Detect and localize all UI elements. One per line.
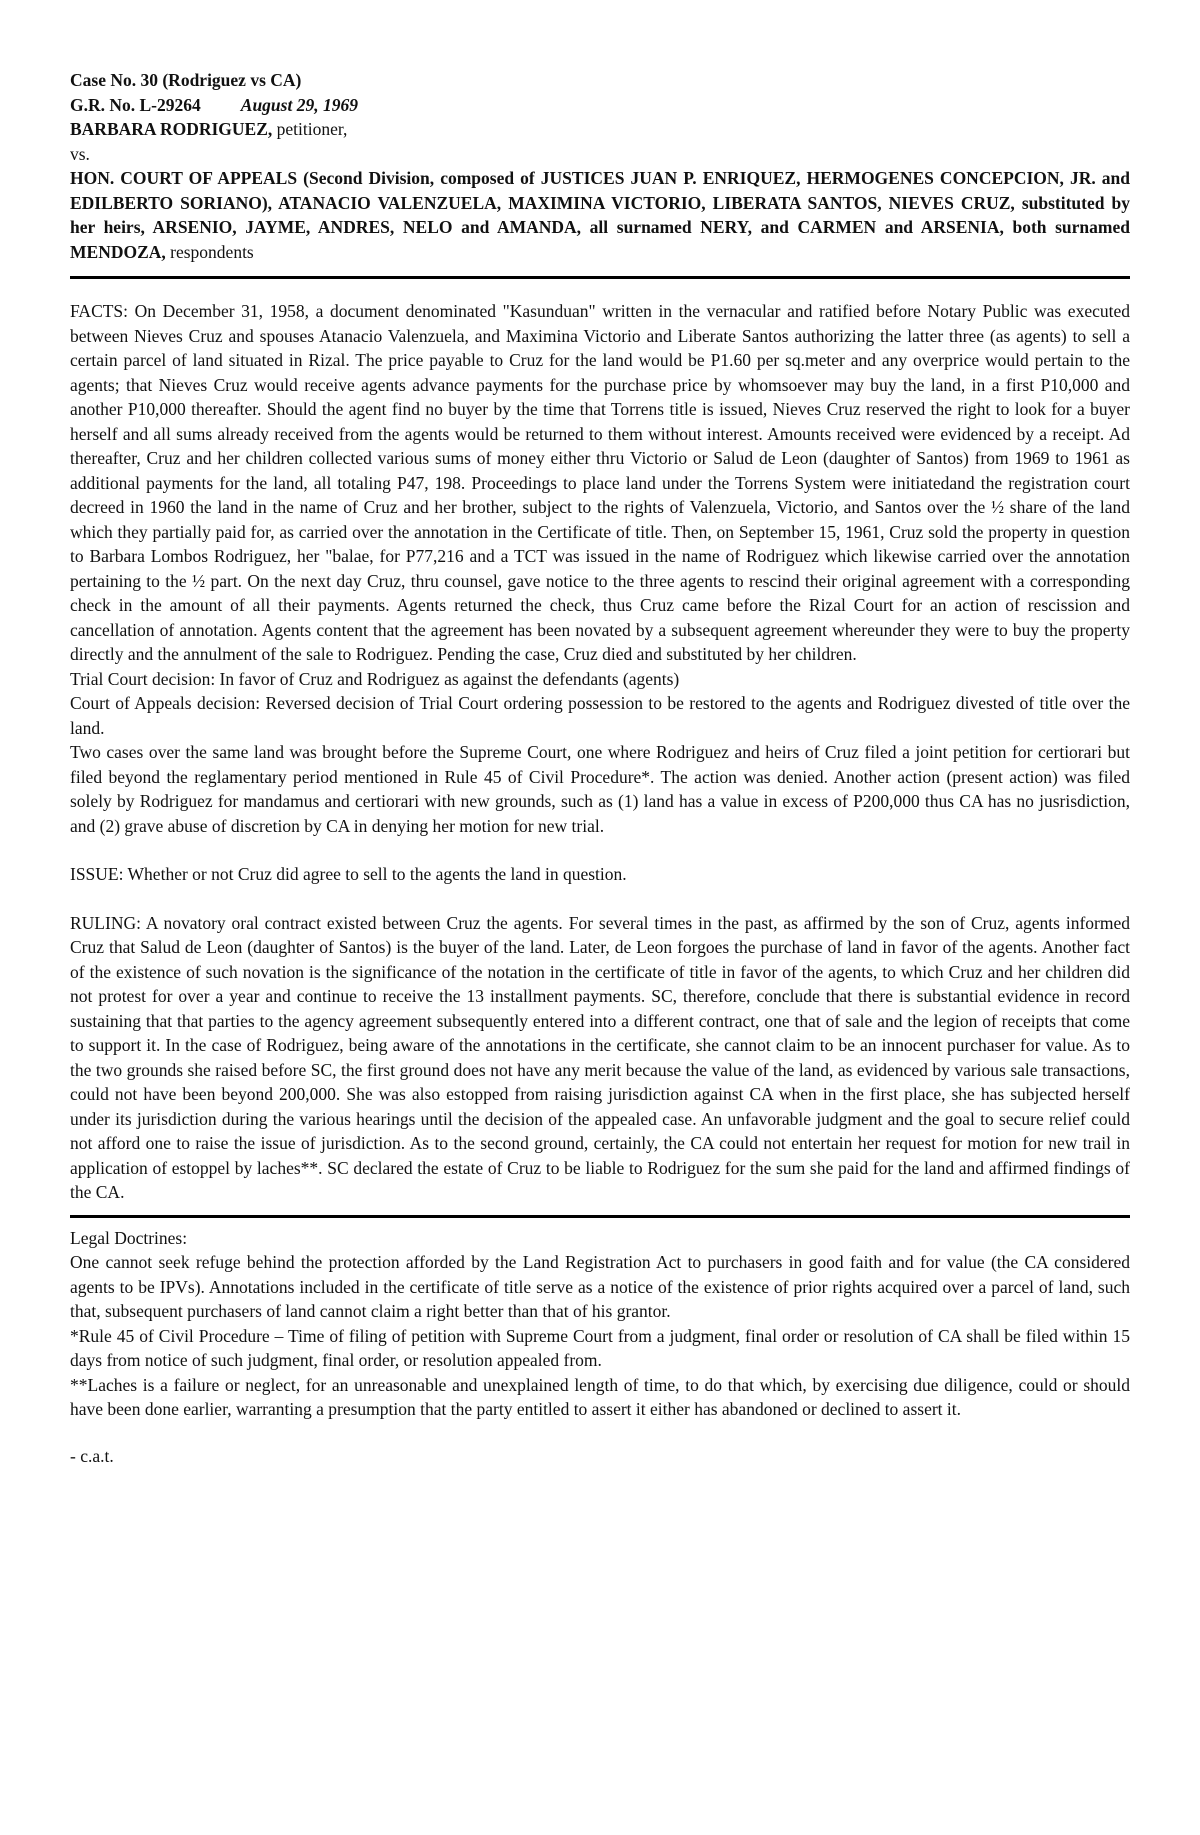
petitioner-line [70, 117, 1130, 142]
legal-doctrines [70, 1226, 1130, 1422]
facts-paragraph: FACTS: On December 31, 1958, a document denominated "Kasunduan" written in the vernacular and ratified before Notary Public was executed between Nieves Cruz and spouses Atanacio Valenzuela, and Maximina Victorio and Liberate Santos authorizing the latter three (as agents) to sell a certain parcel of land situated in Rizal. The price payable to Cruz for the land would be P1.60 per sq.meter and any overprice would pertain to the agents; that Nieves Cruz would receive agents advance payments for the purchase price by whomsoever may buy the land, in a first P10,000 and another P10,000 thereafter. Should the agent find no buyer by the time that Torrens title is issued, Nieves Cruz reserved the right to look for a buyer herself and all sums already received from the agents would be returned to them without interest. Amounts received were evidenced by a receipt. Ad thereafter, Cruz and her children collected various sums of money either thru Victorio or Salud de Leon (daughter of Santos) from 1969 to 1961 as additional payments for the land, all totaling P47, 198. Proceedings to place land under the Torrens System were initiatedand the registration court decreed in 1960 the land in the name of Cruz and her brother, subject to the rights of Valenzuela, Victorio, and Santos over the ½ share of the land which they partially paid for, as carried over the annotation in the Certificate of title. Then, on September 15, 1961, Cruz sold the property in question to Barbara Lombos Rodriguez, her "balae, for P77,216 and a TCT was issued in the name of Rodriguez which likewise carried over the annotation pertaining to the ½ part. On the next day Cruz, thru counsel, gave notice to the three agents to rescind their original agreement with a corresponding check in the amount of all their payments. Agents returned the check, thus Cruz came before the Rizal Court for an action of rescission and cancellation of annotation. Agents content that the agreement has been novated by a subsequent agreement whereunder they were to buy the property directly and the annulment of the sale to Rodriguez. Pending the case, Cruz died and substituted by her children. [70, 301, 1130, 664]
case-header [70, 68, 1130, 264]
author-signoff: - c.a.t. [70, 1445, 114, 1466]
respondents-names: HON. COURT OF APPEALS (Second Division, composed of JUSTICES JUAN P. ENRIQUEZ, HERMOGENES CONCEPCION, JR. and EDILBERTO SORIANO), ATANACIO VALENZUELA, MAXIMINA VICTORIO, LIBERATA SANTOS, NIEVES CRUZ, substituted by her heirs, ARSENIO, JAYME, ANDRES, NELO and AMANDA, all surnamed NERY, and CARMEN and ARSENIA, both surnamed MENDOZA, [70, 168, 1130, 262]
petitioner-role: petitioner, [272, 119, 348, 139]
case-body [70, 299, 1130, 1205]
ruling-paragraph: RULING: A novatory oral contract existed between Cruz the agents. For several times in the past, as affirmed by the son of Cruz, agents informed Cruz that Salud de Leon (daughter of Santos) is the buyer of the land. Later, de Leon forgoes the purchase of land in favor of the agents. Another fact of the existence of such novation is the significance of the notation in the certificate of title in favor of the agents, to which Cruz and her children did not protest for over a year and continue to receive the 13 installment payments. SC, therefore, conclude that there is substantial evidence in record sustaining that that parties to the agency agreement subsequently entered into a different contract, one that of sale and the legion of receipts that come to support it. In the case of Rodriguez, being aware of the annotations in the certificate, she cannot claim to be an innocent purchaser for value. As to the two grounds she raised before SC, the first ground does not have any merit because the value of the land, as evidenced by various sale transactions, could not have been beyond 200,000. She was also estopped from raising jurisdiction against CA when in the first place, she has subjected herself under its jurisdiction during the various hearings until the decision of the appealed case. An unfavorable judgment and the goal to secure relief could not afford one to raise the issue of jurisdiction. As to the second ground, certainly, the CA could not entertain her request for motion for new trail in application of estoppel by laches**. SC declared the estate of Cruz to be liable to Rodriguez for the sum she paid for the land and affirmed findings of the CA. [70, 912, 1130, 1202]
header-divider [70, 276, 1130, 279]
footnote-laches: **Laches is a failure or neglect, for an unreasonable and unexplained length of time, to do that which, by exercising due diligence, could or should have been done earlier, warranting a presumption that the party entitled to assert it either has abandoned or declined to assert it. [70, 1374, 1130, 1419]
trial-court-decision: Trial Court decision: In favor of Cruz and Rodriguez as against the defendants (agents) [70, 668, 680, 689]
gr-number: G.R. No. L-29264 [70, 94, 201, 115]
case-number: Case No. 30 (Rodriguez vs CA) [70, 70, 302, 90]
doctrines-heading: Legal Doctrines: [70, 1227, 188, 1248]
gr-number-row [70, 93, 1130, 118]
respondents-role: respondents [165, 241, 254, 262]
petitioner-name: BARBARA RODRIGUEZ, [70, 119, 273, 139]
issue-paragraph: ISSUE: Whether or not Cruz did agree to sell to the agents the land in question. [70, 864, 627, 884]
versus: vs. [70, 143, 90, 164]
decision-date: August 29, 1969 [240, 94, 358, 115]
footnote-rule-45: *Rule 45 of Civil Procedure – Time of filing of petition with Supreme Court from a judgment, final order or resolution of CA shall be filed within 15 days from notice of such judgment, final order, or resolution appealed from. [70, 1325, 1130, 1370]
doctrines-divider [70, 1215, 1130, 1218]
court-of-appeals-decision: Court of Appeals decision: Reversed decision of Trial Court ordering possession to be restored to the agents and Rodriguez divested of title over the land. [70, 693, 1130, 738]
respondents-line [70, 166, 1130, 264]
doctrine-paragraph: One cannot seek refuge behind the protection afforded by the Land Registration Act to purchasers in good faith and for value (the CA considered agents to be IPVs). Annotations included in the certificate of title serve as a notice of the existence of prior rights acquired over a parcel of land, such that, subsequent purchasers of land cannot claim a right better than that of his grantor. [70, 1252, 1130, 1321]
supreme-court-cases-paragraph: Two cases over the same land was brought before the Supreme Court, one where Rodriguez and heirs of Cruz filed a joint petition for certiorari but filed beyond the reglamentary period mentioned in Rule 45 of Civil Procedure*. The action was denied. Another action (present action) was filed solely by Rodriguez for mandamus and certiorari with new grounds, such as (1) land has a value in excess of P200,000 thus CA has no jusrisdiction, and (2) grave abuse of discretion by CA in denying her motion for new trial. [70, 742, 1130, 836]
